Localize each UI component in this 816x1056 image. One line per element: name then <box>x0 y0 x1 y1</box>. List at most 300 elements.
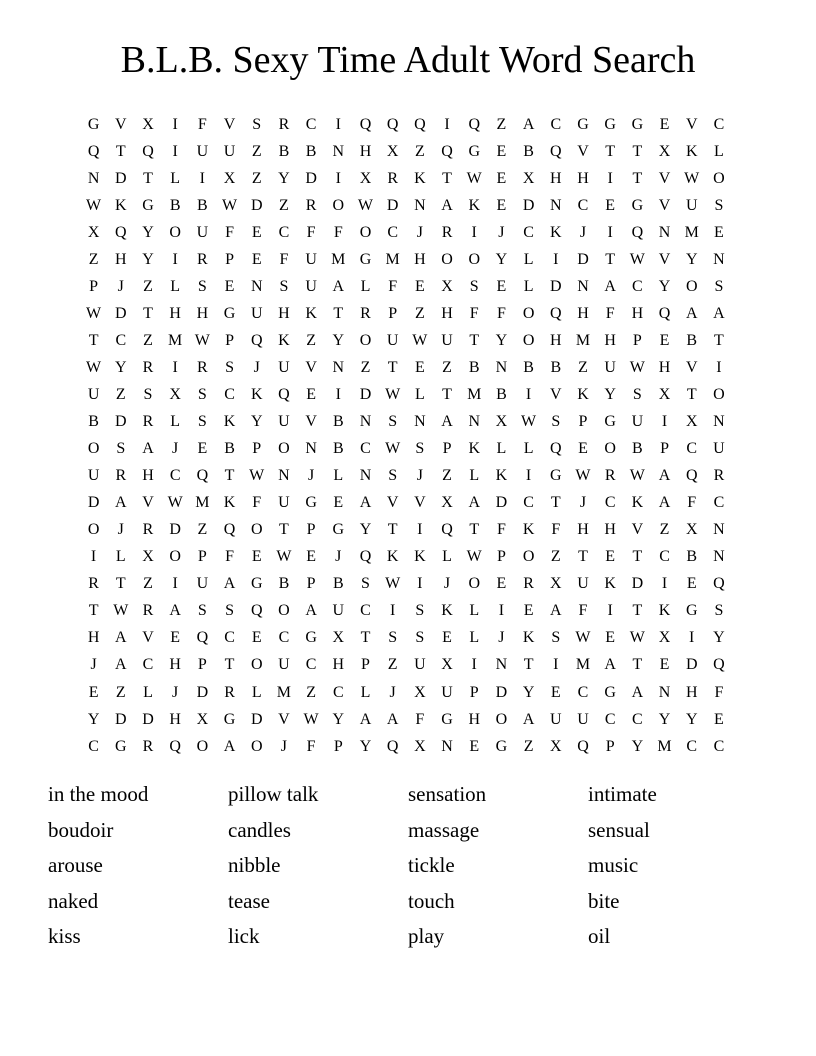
grid-cell: M <box>331 250 346 268</box>
grid-cell: K <box>468 196 480 214</box>
grid-cell: F <box>252 494 262 512</box>
grid-cell: T <box>224 656 235 674</box>
grid-cell: T <box>115 142 126 160</box>
grid-cell: G <box>305 494 317 512</box>
grid-cell: E <box>197 440 208 458</box>
grid-cell: Y <box>359 737 372 755</box>
grid-cell: S <box>551 413 561 431</box>
grid-cell: O <box>685 277 698 295</box>
grid-cell: K <box>495 467 508 485</box>
grid-cell: T <box>442 169 452 187</box>
grid-cell: Z <box>143 575 153 593</box>
grid-cell: H <box>658 358 671 376</box>
word-item: music <box>588 853 639 878</box>
word-item: candles <box>228 817 291 842</box>
grid-cell: D <box>196 683 209 701</box>
grid-cell: C <box>224 385 235 403</box>
grid-cell: N <box>495 358 508 376</box>
grid-cell: O <box>468 250 480 268</box>
grid-cell: T <box>605 142 616 160</box>
grid-cell: W <box>86 304 102 322</box>
grid-cell: E <box>605 629 616 647</box>
grid-cell: Z <box>306 683 316 701</box>
grid-cell: U <box>87 385 100 403</box>
grid-cell: V <box>577 142 589 160</box>
grid-cell: V <box>223 115 236 133</box>
grid-cell: C <box>577 683 589 701</box>
grid-row <box>80 625 733 652</box>
grid-cell: L <box>170 277 181 295</box>
grid-cell: S <box>197 277 207 295</box>
grid-cell: W <box>385 440 401 458</box>
grid-cell: I <box>607 169 613 187</box>
grid-cell: T <box>333 304 344 322</box>
grid-row <box>80 381 733 408</box>
grid-cell: J <box>280 737 288 755</box>
grid-cell: S <box>714 196 724 214</box>
grid-cell: Q <box>115 223 127 241</box>
grid-cell: U <box>278 413 290 431</box>
grid-cell: U <box>278 656 290 674</box>
grid-cell: L <box>414 385 425 403</box>
grid-cell: K <box>414 548 426 566</box>
grid-cell: N <box>414 413 426 431</box>
grid-cell: M <box>195 494 210 512</box>
grid-cell: C <box>632 277 643 295</box>
grid-cell: O <box>278 440 290 458</box>
grid-cell: Z <box>143 331 153 349</box>
grid-cell: H <box>278 304 290 322</box>
grid-cell: Z <box>659 521 670 539</box>
grid-cell: D <box>386 196 399 214</box>
grid-cell: Y <box>685 250 698 268</box>
grid-cell: S <box>225 602 234 620</box>
grid-row <box>80 679 733 706</box>
grid-cell: H <box>604 521 616 539</box>
grid-cell: S <box>197 602 207 620</box>
grid-cell: I <box>498 602 505 620</box>
grid-cell: T <box>279 521 289 539</box>
grid-cell: I <box>172 358 178 376</box>
grid-cell: J <box>307 467 315 485</box>
grid-cell: K <box>577 385 589 403</box>
grid-cell: M <box>575 331 591 349</box>
grid-cell: I <box>607 223 613 241</box>
grid-cell: B <box>686 331 698 349</box>
grid-cell: J <box>498 223 505 241</box>
grid-row <box>80 571 733 598</box>
grid-cell: U <box>196 575 209 593</box>
grid-cell: I <box>607 602 613 620</box>
grid-cell: H <box>468 710 480 728</box>
grid-cell: W <box>629 250 645 268</box>
grid-cell: Q <box>142 142 154 160</box>
grid-cell: Z <box>88 250 99 268</box>
grid-cell: K <box>414 169 426 187</box>
grid-cell: L <box>170 413 181 431</box>
grid-row <box>80 652 733 679</box>
grid-cell: O <box>522 331 535 349</box>
grid-cell: U <box>278 494 290 512</box>
grid-cell: V <box>115 115 127 133</box>
grid-cell: L <box>523 250 534 268</box>
grid-cell: S <box>714 277 724 295</box>
grid-cell: E <box>578 440 588 458</box>
grid-cell: F <box>388 277 398 295</box>
grid-cell: R <box>115 467 127 485</box>
grid-cell: Z <box>550 548 561 566</box>
grid-cell: C <box>577 196 589 214</box>
grid-cell: R <box>197 358 208 376</box>
word-item: kiss <box>48 924 81 949</box>
grid-cell: Y <box>604 385 616 403</box>
grid-cell: Q <box>550 440 562 458</box>
grid-cell: G <box>631 196 644 214</box>
grid-row <box>80 463 733 490</box>
puzzle-title: B.L.B. Sexy Time Adult Word Search <box>120 39 696 81</box>
grid-cell: Y <box>495 250 508 268</box>
grid-cell: K <box>278 331 290 349</box>
grid-cell: L <box>442 548 452 566</box>
grid-cell: P <box>225 331 234 349</box>
grid-cell: O <box>278 602 290 620</box>
grid-cell: R <box>441 223 453 241</box>
grid-cell: J <box>579 223 587 241</box>
grid-cell: Q <box>223 521 236 539</box>
grid-cell: C <box>278 223 290 241</box>
grid-cell: O <box>87 521 100 539</box>
grid-cell: O <box>332 196 345 214</box>
grid-cell: Q <box>386 737 399 755</box>
grid-cell: A <box>468 494 480 512</box>
grid-cell: E <box>469 737 480 755</box>
grid-cell: X <box>441 656 453 674</box>
word-list-column <box>588 777 768 955</box>
grid-cell: K <box>115 196 127 214</box>
grid-cell: K <box>468 440 480 458</box>
grid-cell: E <box>170 629 181 647</box>
grid-cell: C <box>332 683 344 701</box>
grid-cell: M <box>467 385 482 403</box>
grid-cell: C <box>523 494 534 512</box>
grid-cell: S <box>415 602 425 620</box>
grid-cell: C <box>278 629 290 647</box>
grid-cell: W <box>684 169 700 187</box>
grid-cell: Z <box>414 142 425 160</box>
grid-cell: I <box>90 548 97 566</box>
grid-cell: G <box>441 710 453 728</box>
word-item: touch <box>408 888 455 913</box>
grid-cell: X <box>414 683 426 701</box>
grid-cell: T <box>632 142 643 160</box>
grid-cell: A <box>223 575 236 593</box>
grid-cell: C <box>632 710 643 728</box>
grid-row <box>80 273 733 300</box>
grid-cell: B <box>224 440 235 458</box>
grid-cell: J <box>498 629 505 647</box>
grid-cell: S <box>551 629 561 647</box>
grid-cell: S <box>143 385 153 403</box>
grid-cell: U <box>685 196 698 214</box>
grid-cell: X <box>386 142 399 160</box>
grid-cell: W <box>466 548 482 566</box>
grid-cell: Q <box>441 142 453 160</box>
grid-cell: M <box>657 737 672 755</box>
grid-cell: R <box>713 467 725 485</box>
grid-cell: O <box>441 250 453 268</box>
grid-cell: B <box>686 548 698 566</box>
grid-cell: L <box>469 467 480 485</box>
grid-cell: I <box>389 602 396 620</box>
grid-cell: L <box>333 467 344 485</box>
grid-cell: I <box>553 250 559 268</box>
grid-cell: A <box>631 683 644 701</box>
grid-cell: G <box>223 304 236 322</box>
grid-cell: C <box>659 548 670 566</box>
grid-cell: V <box>658 169 671 187</box>
grid-cell: Y <box>713 629 725 647</box>
grid-cell: P <box>660 440 669 458</box>
grid-cell: T <box>143 304 153 322</box>
grid-cell: T <box>632 602 643 620</box>
grid-cell: X <box>658 142 671 160</box>
grid-cell: N <box>713 548 725 566</box>
grid-cell: D <box>142 710 154 728</box>
grid-cell: U <box>223 142 236 160</box>
grid-cell: Y <box>332 710 345 728</box>
grid-cell: Z <box>442 467 452 485</box>
word-list-column <box>408 777 588 955</box>
grid-cell: X <box>685 413 698 431</box>
grid-cell: X <box>169 385 181 403</box>
grid-cell: W <box>86 358 102 376</box>
grid-row <box>80 436 733 463</box>
grid-cell: O <box>522 548 535 566</box>
grid-cell: Z <box>414 304 425 322</box>
grid-cell: J <box>90 656 97 674</box>
grid-cell: E <box>686 575 697 593</box>
grid-cell: G <box>250 575 263 593</box>
grid-cell: H <box>142 467 154 485</box>
grid-cell: W <box>385 575 401 593</box>
grid-cell: R <box>278 115 290 133</box>
grid-cell: G <box>223 710 236 728</box>
grid-cell: U <box>414 656 426 674</box>
grid-cell: C <box>142 656 154 674</box>
grid-cell: T <box>686 385 697 403</box>
grid-cell: Q <box>631 223 644 241</box>
grid-cell: A <box>713 304 725 322</box>
grid-cell: Y <box>685 710 698 728</box>
grid-cell: L <box>469 629 480 647</box>
grid-cell: C <box>686 737 698 755</box>
grid-cell: U <box>305 250 317 268</box>
grid-cell: J <box>172 440 179 458</box>
grid-cell: J <box>443 575 451 593</box>
grid-cell: Z <box>143 277 153 295</box>
grid-cell: C <box>713 737 725 755</box>
grid-cell: R <box>360 304 371 322</box>
grid-cell: T <box>387 358 398 376</box>
word-item: in the mood <box>48 782 149 806</box>
grid-cell: I <box>444 115 450 133</box>
grid-cell: S <box>415 440 425 458</box>
grid-cell: Q <box>196 467 209 485</box>
grid-cell: Q <box>414 115 426 133</box>
grid-cell: X <box>658 385 671 403</box>
grid-cell: C <box>604 710 616 728</box>
word-item: sensual <box>588 817 650 842</box>
grid-cell: G <box>305 629 317 647</box>
grid-cell: X <box>495 413 508 431</box>
grid-cell: Q <box>386 115 399 133</box>
grid-cell: Q <box>577 737 589 755</box>
grid-cell: P <box>632 331 642 349</box>
grid-cell: U <box>196 142 209 160</box>
word-item: tickle <box>408 853 455 878</box>
grid-cell: D <box>250 196 263 214</box>
grid-cell: P <box>605 737 615 755</box>
grid-cell: H <box>604 331 616 349</box>
grid-cell: E <box>251 223 262 241</box>
grid-cell: U <box>713 440 725 458</box>
grid-cell: C <box>604 494 616 512</box>
grid-cell: T <box>469 521 480 539</box>
grid-cell: S <box>388 413 398 431</box>
grid-cell: G <box>685 602 698 620</box>
grid-cell: A <box>386 710 399 728</box>
grid-cell: I <box>471 223 477 241</box>
grid-cell: Z <box>523 737 534 755</box>
grid-cell: G <box>577 115 589 133</box>
word-item: oil <box>588 924 611 949</box>
grid-cell: R <box>142 602 154 620</box>
grid-cell: V <box>550 385 562 403</box>
grid-cell: B <box>169 196 181 214</box>
grid-cell: E <box>496 575 507 593</box>
grid-cell: R <box>197 250 208 268</box>
grid-cell: U <box>441 331 453 349</box>
word-item: intimate <box>588 782 657 806</box>
grid-cell: F <box>333 223 343 241</box>
grid-cell: E <box>496 277 507 295</box>
grid-cell: I <box>172 115 178 133</box>
grid-cell: P <box>89 277 99 295</box>
grid-cell: F <box>714 683 724 701</box>
grid-cell: B <box>523 358 534 376</box>
grid-cell: N <box>713 250 725 268</box>
grid-cell: W <box>276 548 292 566</box>
grid-cell: T <box>714 331 724 349</box>
grid-cell: K <box>658 602 671 620</box>
grid-cell: H <box>414 250 426 268</box>
grid-cell: U <box>87 467 100 485</box>
grid-cell: B <box>550 358 562 376</box>
grid-cell: Y <box>278 169 290 187</box>
grid-cell: U <box>250 304 263 322</box>
grid-row <box>80 517 733 544</box>
grid-cell: D <box>495 494 508 512</box>
grid-cell: A <box>169 602 181 620</box>
grid-cell: A <box>142 440 154 458</box>
grid-cell: I <box>661 413 668 431</box>
grid-cell: A <box>332 277 345 295</box>
grid-cell: A <box>115 494 127 512</box>
grid-cell: V <box>386 494 399 512</box>
grid-cell: N <box>305 440 317 458</box>
grid-cell: E <box>659 331 670 349</box>
grid-cell: S <box>632 385 642 403</box>
grid-cell: Y <box>115 358 127 376</box>
grid-cell: F <box>306 223 316 241</box>
grid-cell: Q <box>685 467 698 485</box>
word-item: sensation <box>408 782 487 806</box>
grid-cell: I <box>716 358 722 376</box>
word-item: tease <box>228 888 270 913</box>
grid-cell: B <box>632 440 643 458</box>
grid-cell: I <box>335 385 341 403</box>
grid-cell: F <box>279 250 289 268</box>
grid-row <box>80 490 733 517</box>
grid-cell: C <box>305 115 317 133</box>
grid-cell: H <box>169 710 181 728</box>
grid-cell: V <box>658 196 671 214</box>
grid-cell: U <box>332 602 345 620</box>
grid-cell: F <box>415 710 425 728</box>
word-item: arouse <box>48 853 103 878</box>
grid-cell: S <box>252 115 262 133</box>
grid-cell: A <box>441 413 453 431</box>
word-item: nibble <box>228 853 281 878</box>
grid-cell: K <box>522 629 535 647</box>
word-list-column <box>228 777 408 955</box>
grid-cell: X <box>522 169 535 187</box>
grid-cell: E <box>496 196 507 214</box>
grid-cell: V <box>685 115 698 133</box>
grid-cell: V <box>658 250 671 268</box>
grid-cell: G <box>468 142 480 160</box>
grid-cell: P <box>361 656 370 674</box>
grid-cell: B <box>468 358 480 376</box>
grid-cell: S <box>415 629 425 647</box>
grid-cell: R <box>224 683 235 701</box>
grid-row <box>80 246 733 273</box>
grid-cell: L <box>469 602 480 620</box>
grid-cell: W <box>521 413 537 431</box>
grid-cell: A <box>223 737 236 755</box>
grid-cell: S <box>197 413 207 431</box>
grid-cell: N <box>577 277 589 295</box>
grid-cell: J <box>172 683 179 701</box>
grid-cell: J <box>117 277 124 295</box>
grid-cell: B <box>496 385 507 403</box>
grid-cell: Q <box>441 521 453 539</box>
grid-cell: R <box>387 169 398 187</box>
grid-cell: M <box>684 223 699 241</box>
grid-cell: N <box>278 467 290 485</box>
grid-cell: X <box>142 115 154 133</box>
grid-cell: A <box>604 656 616 674</box>
grid-cell: O <box>169 223 181 241</box>
grid-cell: Y <box>142 223 154 241</box>
grid-cell: C <box>115 331 127 349</box>
grid-cell: X <box>550 737 562 755</box>
grid-row <box>80 138 733 165</box>
grid-cell: F <box>687 494 697 512</box>
grid-cell: D <box>550 277 562 295</box>
grid-cell: A <box>441 196 453 214</box>
grid-cell: J <box>253 358 260 376</box>
